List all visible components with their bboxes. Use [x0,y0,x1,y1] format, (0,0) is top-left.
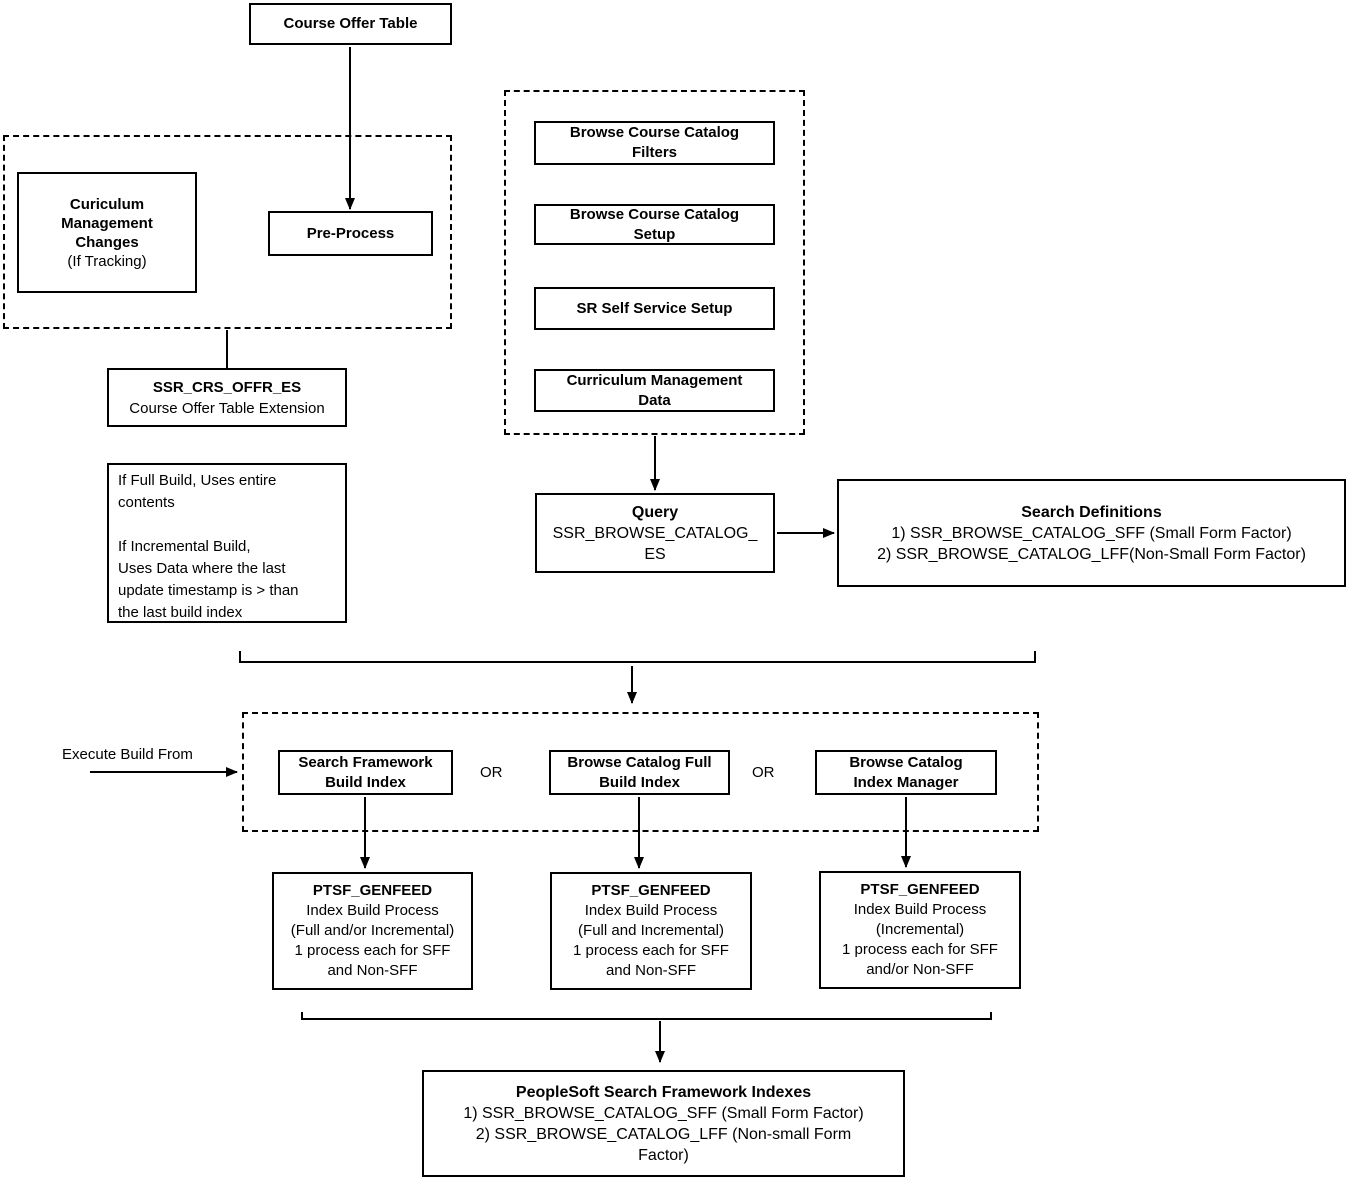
sr-self-service-setup-label: SR Self Service Setup [576,299,733,317]
box-curriculum-management-changes [17,172,197,293]
browse-catalog-index-manager-label: Browse Catalog Index Manager [849,753,963,791]
ptsf-genfeed-3-body: Index Build Process (Incremental) 1 process each for SFF and/or Non-SFF [842,901,998,978]
box-browse-course-catalog-setup [534,204,775,245]
box-peoplesoft-search-framework-indexes [422,1070,905,1177]
ssr-crs-offr-es-subtitle: Course Offer Table Extension [129,399,325,417]
box-browse-catalog-full-build-index [549,750,730,795]
query-body: SSR_BROWSE_CATALOG_ ES [552,524,758,563]
browse-catalog-full-build-index-label: Browse Catalog Full Build Index [567,753,712,791]
box-ptsf-genfeed-full-or-incremental [272,872,473,990]
ptsf-genfeed-1-title: PTSF_GENFEED [312,882,433,899]
box-ptsf-genfeed-incremental [819,871,1021,989]
course-offer-table-label: Course Offer Table [283,15,418,32]
peoplesoft-indexes-title: PeopleSoft Search Framework Indexes [515,1083,812,1101]
peoplesoft-indexes-list: 1) SSR_BROWSE_CATALOG_SFF (Small Form Factor) 2) SSR_BROWSE_CATALOG_LFF (Non-small Form Factor) [463,1104,864,1164]
box-query-ssr-browse-catalog-es [535,493,775,573]
box-course-offer-table [249,3,452,45]
curriculum-management-data-label: Curriculum Management Data [566,371,743,409]
search-definitions-title: Search Definitions [1021,503,1162,521]
browse-course-catalog-filters-label: Browse Course Catalog Filters [569,124,740,161]
box-pre-process [268,211,433,256]
box-sr-self-service-setup [534,287,775,330]
label-execute-build-from: Execute Build From [62,746,193,763]
bracket-lower [302,1012,991,1019]
curriculum-changes-subtitle: (If Tracking) [67,252,147,270]
search-definitions-list: 1) SSR_BROWSE_CATALOG_SFF (Small Form Factor) 2) SSR_BROWSE_CATALOG_LFF(Non-Small Form Factor) [877,524,1306,563]
ptsf-genfeed-3-title: PTSF_GENFEED [860,881,980,898]
box-browse-course-catalog-filters [534,121,775,165]
ssr-crs-offr-es-title: SSR_CRS_OFFR_ES [152,378,302,396]
curriculum-changes-title: Curiculum Management Changes [61,195,153,251]
bracket-upper [240,651,1035,662]
note-build-contents [107,463,347,623]
label-or-1: OR [480,764,503,781]
box-ptsf-genfeed-full-and-incremental [550,872,752,990]
box-ssr-crs-offr-es [107,368,347,427]
ptsf-genfeed-1-body: Index Build Process (Full and/or Incremental) 1 process each for SFF and Non-SFF [290,902,455,979]
box-curriculum-management-data [534,369,775,412]
box-search-definitions [837,479,1346,587]
pre-process-label: Pre-Process [306,224,395,242]
ptsf-genfeed-2-body: Index Build Process (Full and Incremental) 1 process each for SFF and Non-SFF [573,902,729,979]
box-browse-catalog-index-manager [815,750,997,795]
label-or-2: OR [752,764,775,781]
query-title: Query [631,503,679,521]
search-framework-build-index-label: Search Framework Build Index [298,753,433,791]
ptsf-genfeed-2-title: PTSF_GENFEED [591,882,711,899]
build-note-text: If Full Build, Uses entire contents If Incremental Build, Uses Data where the last update timestamp is > than the last build index [118,472,299,621]
box-search-framework-build-index [278,750,453,795]
browse-course-catalog-setup-label: Browse Course Catalog Setup [569,205,740,243]
